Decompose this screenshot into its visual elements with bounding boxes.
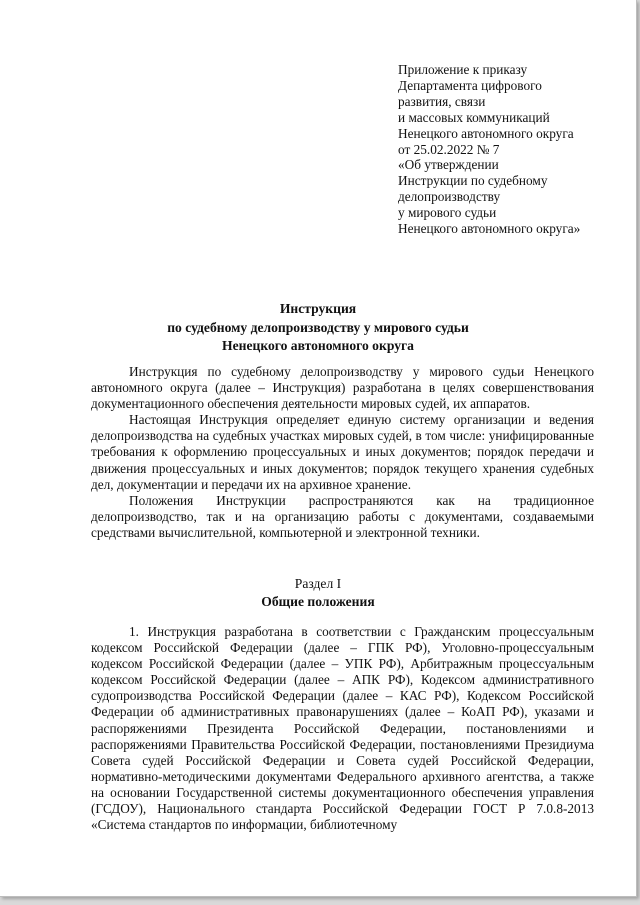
intro-text bbox=[91, 364, 594, 541]
paragraph: Инструкция по судебному делопроизводству у мирового судьи Ненецкого автономного округа (далее – Инструкция) разработана в целях совершенствования документационного обеспечения деятельности мировых судей, их аппаратов. bbox=[91, 364, 594, 412]
appendix-line: Ненецкого автономного округа» bbox=[398, 221, 581, 237]
appendix-line: Приложение к приказу bbox=[398, 62, 528, 77]
section-name: Общие положения bbox=[261, 593, 375, 609]
appendix-line: у мирового судьи bbox=[398, 205, 497, 221]
paragraph: 1. Инструкция разработана в соответствии с Гражданским процессуальным кодексом Российской Федерации (далее – ГПК РФ), Уголовно-процессуальным кодексом Российской Федерации (далее – УПК РФ), Арбитражным процессуальным кодексом Российской Федерации (далее – АПК РФ), Кодексом административного судопроизводства Российской Федерации (далее – КАС РФ), Кодексом Российской Федерации об административных правонарушениях (далее – КоАП РФ), указами и распоряжениями Президента Российской Федерации, постановлениями и распоряжениями Правительства Российской Федерации, постановлениями Президиума Совета судей Российской Федерации и Совета судей Российской Федерации, нормативно-методическими документами Федерального архивного агентства, а также на основании Государственной системы документационного обеспечения управления (ГСДОУ), Национального стандарта Российской Федерации ГОСТ Р 7.0.8-2013 «Система стандартов по информации, библиотечному bbox=[91, 624, 594, 833]
appendix-line: Департамента цифрового bbox=[398, 77, 542, 93]
title-line: по судебному делопроизводству у мирового судьи bbox=[167, 319, 469, 335]
appendix-line: Инструкции по судебному bbox=[398, 173, 548, 189]
paragraph: Настоящая Инструкция определяет единую систему организации и ведения делопроизводства на судебных участках мировых судей, в том числе: унифицированные требования к оформлению процессуальных и иных документов; порядок передачи и движения процессуальных и иных документов; порядок текущего хранения судебных дел, документации и передачи их на архивное хранение. bbox=[91, 412, 594, 492]
document-title bbox=[0, 300, 636, 356]
title-line: Инструкция bbox=[279, 301, 357, 316]
section-heading bbox=[0, 575, 636, 610]
paragraph: Положения Инструкции распространяются как на традиционное делопроизводство, так и на организацию работы с документами, создаваемыми средствами вычислительной, компьютерной и электронной техники. bbox=[91, 492, 594, 540]
section-number: Раздел I bbox=[294, 576, 342, 591]
appendix-line: делопроизводству bbox=[398, 189, 501, 205]
appendix-line: Ненецкого автономного округа bbox=[398, 125, 574, 141]
appendix-line: и массовых коммуникаций bbox=[398, 109, 550, 125]
appendix-header bbox=[398, 62, 580, 237]
appendix-line: развития, связи bbox=[398, 93, 486, 109]
title-line: Ненецкого автономного округа bbox=[222, 338, 414, 354]
appendix-line: от 25.02.2022 № 7 bbox=[398, 141, 500, 157]
appendix-line: «Об утверждении bbox=[398, 157, 499, 173]
section-text bbox=[91, 624, 594, 833]
